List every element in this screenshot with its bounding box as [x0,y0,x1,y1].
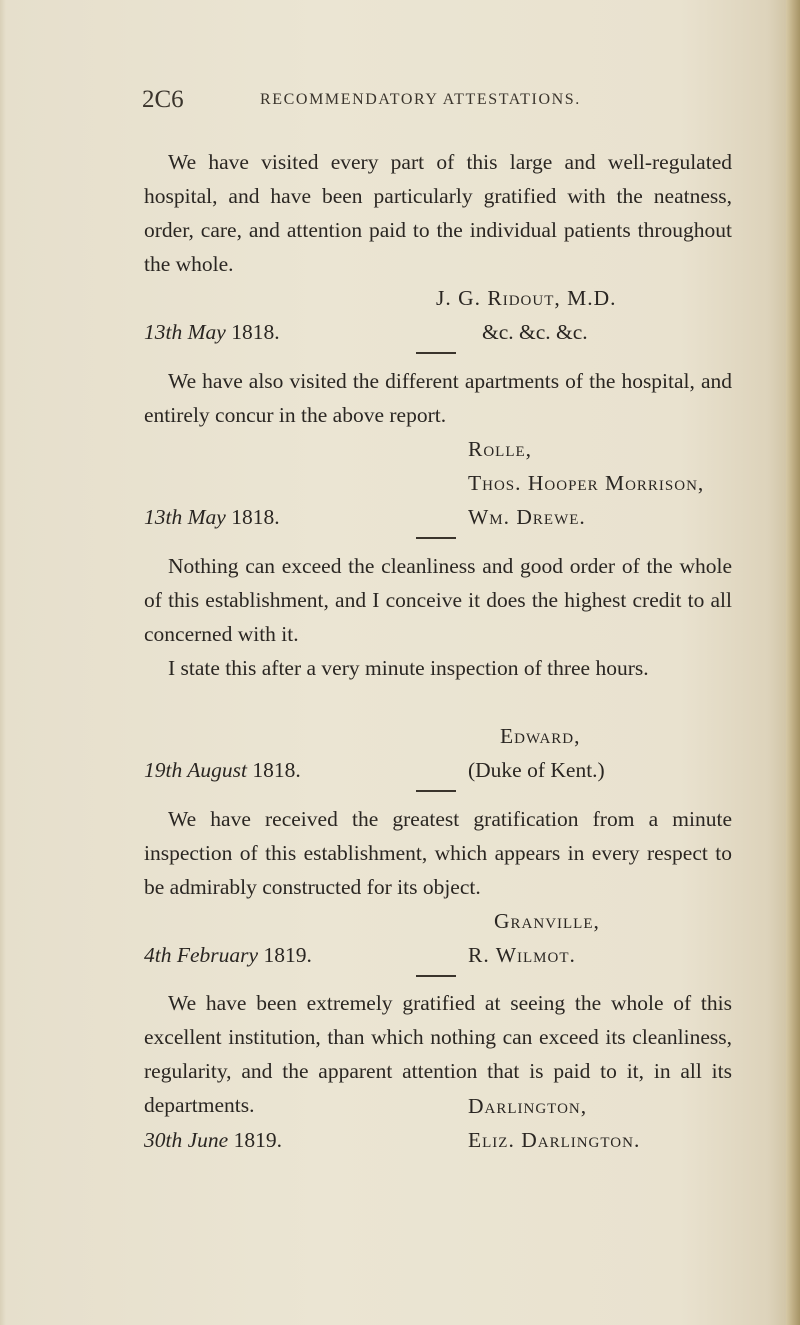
date-year: 1818. [231,505,280,529]
signature: (Duke of Kent.) [468,758,605,782]
attestation-date [144,753,301,787]
attestation-text [144,364,732,432]
date-day-month: 13th May [144,320,226,344]
signature: Eliz. Darlington. [468,1128,641,1152]
signature: Darlington, [468,1094,588,1118]
attestation-date [144,1123,282,1157]
signature: Wm. Drewe. [468,505,586,529]
attestation-body: Nothing can exceed the cleanliness and good order of the whole of this establishment, and I conceive it does the highest credit to all concerned with it. [144,554,732,646]
attestation-body: We have visited every part of this large and well-regulated hospital, and have been particularly gratified with the neatness, order, care, and attention paid to the individual patients throughout the whole. [144,150,732,276]
attestation-body: We have also visited the different apartments of the hospital, and entirely concur in the above report. [144,369,732,427]
section-divider [416,975,456,977]
attestation-date [144,500,280,534]
attestation-text [144,651,732,685]
page-spine-edge [786,0,800,1325]
attestation-date [144,315,280,349]
section-divider [416,537,456,539]
page-left-edge [0,0,6,1325]
attestation-body: I state this after a very minute inspection of three hours. [168,656,649,680]
page-number: 2C6 [142,86,184,113]
date-day-month: 19th August [144,758,247,782]
signature: Edward, [500,724,581,748]
signature: Granville, [494,909,600,933]
attestation-text [144,549,732,651]
attestation-date [144,938,312,972]
date-year: 1818. [231,320,280,344]
running-head: RECOMMENDATORY ATTESTATIONS. [260,91,581,108]
attestation-text [144,145,732,281]
attestation-text [144,802,732,904]
attestation-body: We have been extremely gratified at seeing the whole of this excellent institution, than which nothing can exceed its cleanliness, regularity, and the apparent attention that is paid to it, in all its departments. [144,991,732,1117]
date-day-month: 4th February [144,943,259,967]
page-header [142,86,662,118]
date-day-month: 30th June [144,1128,229,1152]
attestation-text [144,986,732,1122]
date-year: 1818. [252,758,301,782]
signature: &c. &c. &c. [482,320,588,344]
date-year: 1819. [263,943,312,967]
signature: R. Wilmot. [468,943,576,967]
signature: J. G. Ridout, M.D. [436,286,617,310]
signature: Rolle, [468,437,533,461]
date-year: 1819. [233,1128,282,1152]
date-day-month: 13th May [144,505,226,529]
attestation-body: We have received the greatest gratification from a minute inspection of this establishment, which appears in every respect to be admirably constructed for its object. [144,807,732,899]
signature: Thos. Hooper Morrison, [468,471,705,495]
section-divider [416,790,456,792]
section-divider [416,352,456,354]
